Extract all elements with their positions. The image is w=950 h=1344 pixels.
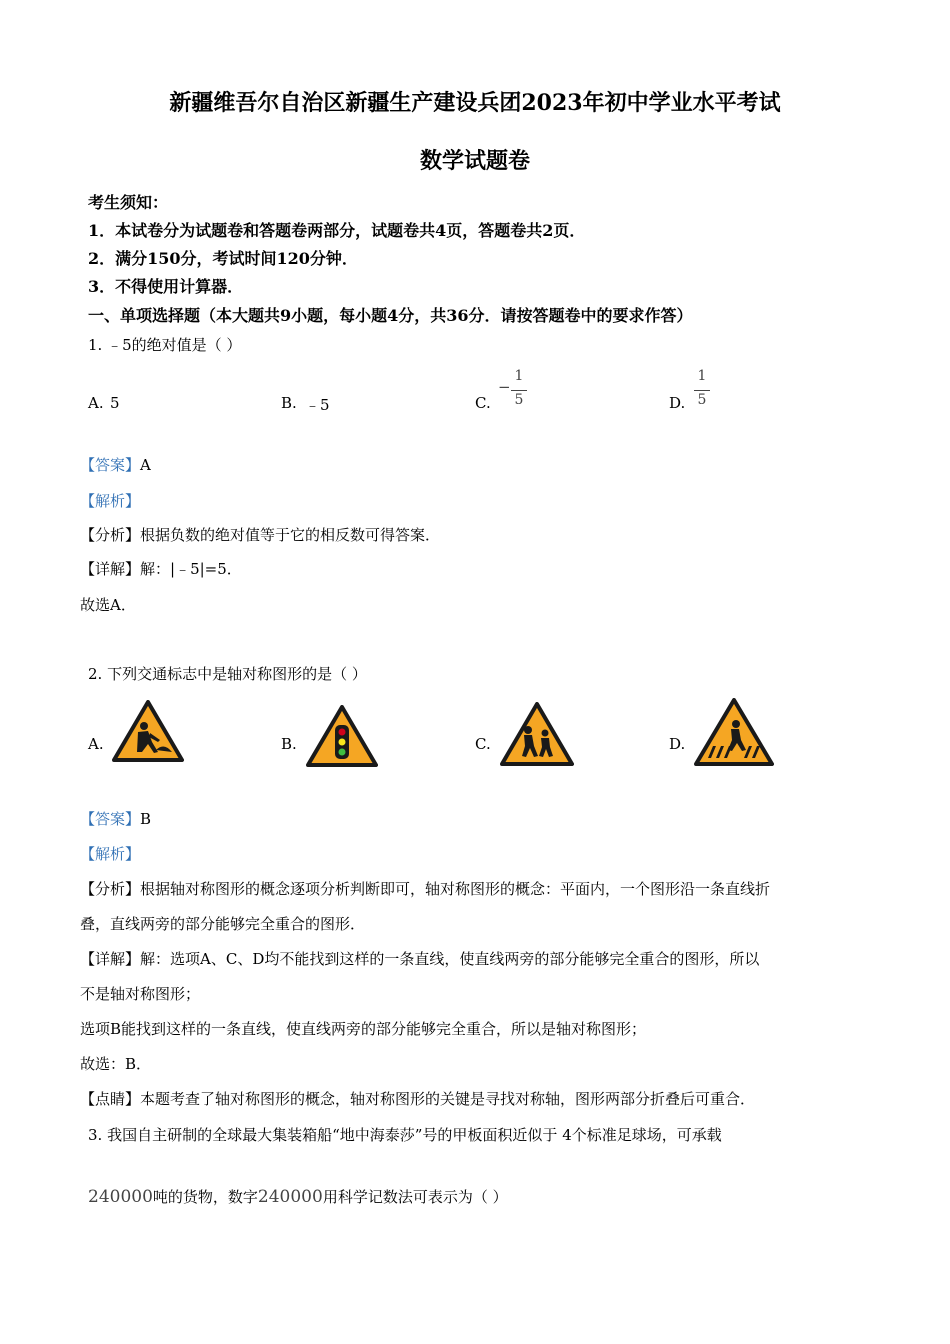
analysis-tag: 【解析】 — [80, 845, 141, 863]
xiangjie-text: 解：选项A、C、D均不能找到这样的一条直线，使直线两旁的部分能够完全重合的图形，所以 — [140, 950, 760, 968]
roadwork-sign-icon — [112, 700, 184, 764]
fraction-bar — [694, 390, 710, 391]
option-b-label: B. — [281, 394, 297, 412]
fraction-numerator: 1 — [697, 368, 707, 384]
question-stem: 1. ﹣5的绝对值是（ ） — [88, 336, 242, 354]
stem-tail: 用科学记数法可表示为（ ） — [322, 1188, 508, 1206]
choose-line: 故选A． — [80, 596, 136, 614]
answer-tag: 【答案】 — [80, 810, 141, 828]
fenxi-text: 根据负数的绝对值等于它的相反数可得答案． — [140, 526, 441, 544]
analysis-fenxi — [80, 878, 770, 899]
fenxi-tag: 【分析】 — [80, 526, 141, 544]
number-240000: 240000 — [88, 1187, 153, 1207]
exam-subtitle: 数学试题卷 — [419, 148, 530, 174]
choose-line: 故选：B． — [80, 1055, 152, 1073]
exam-title: 新疆维吾尔自治区新疆生产建设兵团2023年初中学业水平考试 — [169, 90, 781, 116]
fenxi-tag: 【分析】 — [80, 880, 141, 898]
number-240000: 240000 — [257, 1187, 323, 1207]
option-a-label: A. — [88, 735, 104, 753]
xiangjie-text: 解：|﹣5|=5． — [140, 560, 242, 578]
fraction-bar — [511, 390, 527, 391]
answer-value: B — [140, 810, 152, 828]
section-heading: 一、单项选择题（本大题共9小题，每小题4分，共36分．请按答题卷中的要求作答） — [88, 306, 693, 325]
option-c-label: C. — [475, 735, 491, 753]
answer-line — [80, 808, 151, 829]
option-d-label: D. — [669, 394, 686, 412]
answer-value: A — [140, 456, 151, 474]
analysis-xiangjie-cont: 不是轴对称图形； — [80, 985, 201, 1003]
option-a-label: A. — [88, 394, 104, 412]
xiangjie-tag: 【详解】 — [80, 950, 141, 968]
option-c-label: C. — [475, 394, 491, 412]
question-stem: 2. 下列交通标志中是轴对称图形的是（ ） — [88, 665, 367, 683]
fenxi-text: 根据轴对称图形的概念逐项分析判断即可，轴对称图形的概念：平面内，一个图形沿一条直线折 — [140, 880, 771, 898]
fraction-numerator: 1 — [514, 368, 524, 384]
children-crossing-sign-icon — [500, 702, 574, 768]
fraction-denominator: 5 — [514, 392, 524, 408]
notice-heading: 考生须知： — [88, 193, 169, 212]
question-stem-cont — [88, 1186, 508, 1207]
option-d-label: D. — [669, 735, 686, 753]
analysis-xiangjie-cont: 选项B能找到这样的一条直线，使直线两旁的部分能够完全重合，所以是轴对称图形； — [80, 1020, 647, 1038]
dianjing-text: 本题考查了轴对称图形的概念，轴对称图形的关键是寻找对称轴，图形两部分折叠后可重合． — [140, 1090, 756, 1108]
notice-item: 1．本试卷分为试题卷和答题卷两部分，试题卷共4页，答题卷共2页． — [88, 221, 586, 240]
option-c-fraction — [511, 368, 527, 412]
pedestrian-crossing-sign-icon — [694, 698, 774, 768]
notice-item: 3．不得使用计算器． — [88, 277, 244, 296]
analysis-dianjing — [80, 1088, 755, 1109]
answer-line — [80, 454, 151, 475]
dianjing-tag: 【点睛】 — [80, 1090, 141, 1108]
option-b-label: B. — [281, 735, 297, 753]
analysis-fenxi-cont: 叠，直线两旁的部分能够完全重合的图形． — [80, 915, 366, 933]
option-d-fraction — [694, 368, 710, 412]
analysis-xiangjie — [80, 558, 242, 579]
xiangjie-tag: 【详解】 — [80, 560, 141, 578]
option-c-minus: − — [498, 378, 511, 396]
traffic-light-sign-icon — [306, 705, 378, 769]
analysis-xiangjie — [80, 948, 759, 969]
option-a-text: 5 — [110, 394, 120, 412]
stem-mid: 吨的货物，数字 — [152, 1188, 258, 1206]
analysis-fenxi — [80, 524, 440, 545]
question-stem: 3. 我国自主研制的全球最大集装箱船“地中海泰莎”号的甲板面积近似于 4个标准足球场，可承载 — [88, 1126, 722, 1144]
analysis-tag: 【解析】 — [80, 492, 141, 510]
notice-item: 2．满分150分，考试时间120分钟． — [88, 249, 358, 268]
option-b-text: ﹣5 — [305, 396, 330, 414]
answer-tag: 【答案】 — [80, 456, 141, 474]
fraction-denominator: 5 — [697, 392, 707, 408]
